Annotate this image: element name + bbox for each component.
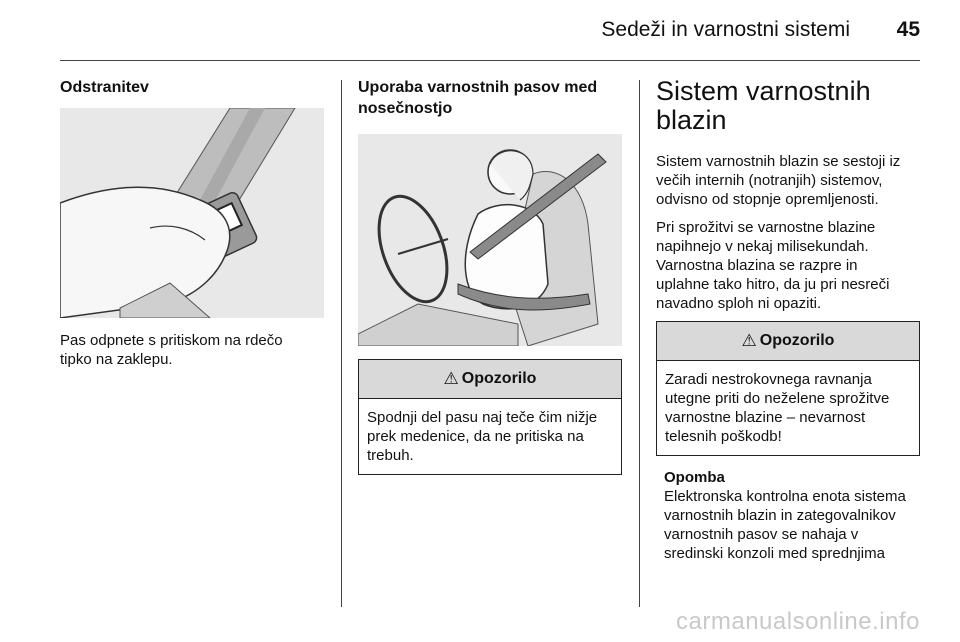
watermark: carmanualsonline.info [676, 608, 920, 635]
airbag-note [656, 468, 922, 563]
column-divider-2 [639, 80, 640, 607]
pregnant-woman-seatbelt-icon [358, 134, 622, 346]
running-header-title: Sedeži in varnostni sistemi [601, 18, 850, 41]
note-text: Elektronska kontrolna enota sistema varnostnih blazin in zategovalnikov varnostnih pasov se nahaja v sredinski konzoli med sprednjima [664, 488, 906, 562]
warning-body: Spodnji del pasu naj teče čim nižje prek medenice, da ne pritiska na trebuh. [367, 409, 598, 464]
warning-header: ⚠ Opozorilo [359, 360, 621, 399]
airbag-paragraph-1: Sistem varnostnih blazin se sestoji iz večih internih (notranjih) sistemov, odvisno od stopnje opremljenosti. [656, 153, 901, 208]
column-middle [358, 77, 623, 475]
page-number: 45 [896, 18, 920, 41]
section-title-airbag-system: Sistem varnostnih blazin [656, 76, 871, 135]
column-divider-1 [341, 80, 342, 607]
column-right [656, 77, 922, 563]
warning-body: Zaradi nestrokovnega ravnanja utegne priti do neželene sprožitve varnostne blazine – nevarnost telesnih poškodb! [665, 371, 890, 445]
pregnant-driver-illustration [358, 134, 622, 346]
pregnancy-warning-box [358, 359, 622, 475]
airbag-paragraph-2: Pri sprožitvi se varnostne blazine napihnejo v nekaj milisekundah. Varnostna blazina se razpre in uplahne tako hitro, da ju pri nesreči navadno sploh ni opaziti. [656, 219, 890, 312]
header-rule [60, 60, 920, 61]
seatbelt-buckle-illustration [60, 108, 324, 318]
removal-caption: Pas odpnete s pritiskom na rdečo tipko na zaklepu. [60, 332, 283, 368]
note-title: Opomba [664, 469, 725, 486]
warning-header: ⚠ Opozorilo [657, 322, 919, 361]
warning-triangle-icon: ⚠ [741, 331, 757, 350]
section-heading-removal: Odstranitev [60, 79, 149, 96]
airbag-warning-box [656, 321, 920, 456]
section-heading-pregnancy: Uporaba varnostnih pasov med nosečnostjo [358, 79, 598, 117]
warning-triangle-icon: ⚠ [443, 369, 459, 388]
column-left [60, 77, 326, 369]
hand-pressing-buckle-icon [60, 108, 324, 318]
